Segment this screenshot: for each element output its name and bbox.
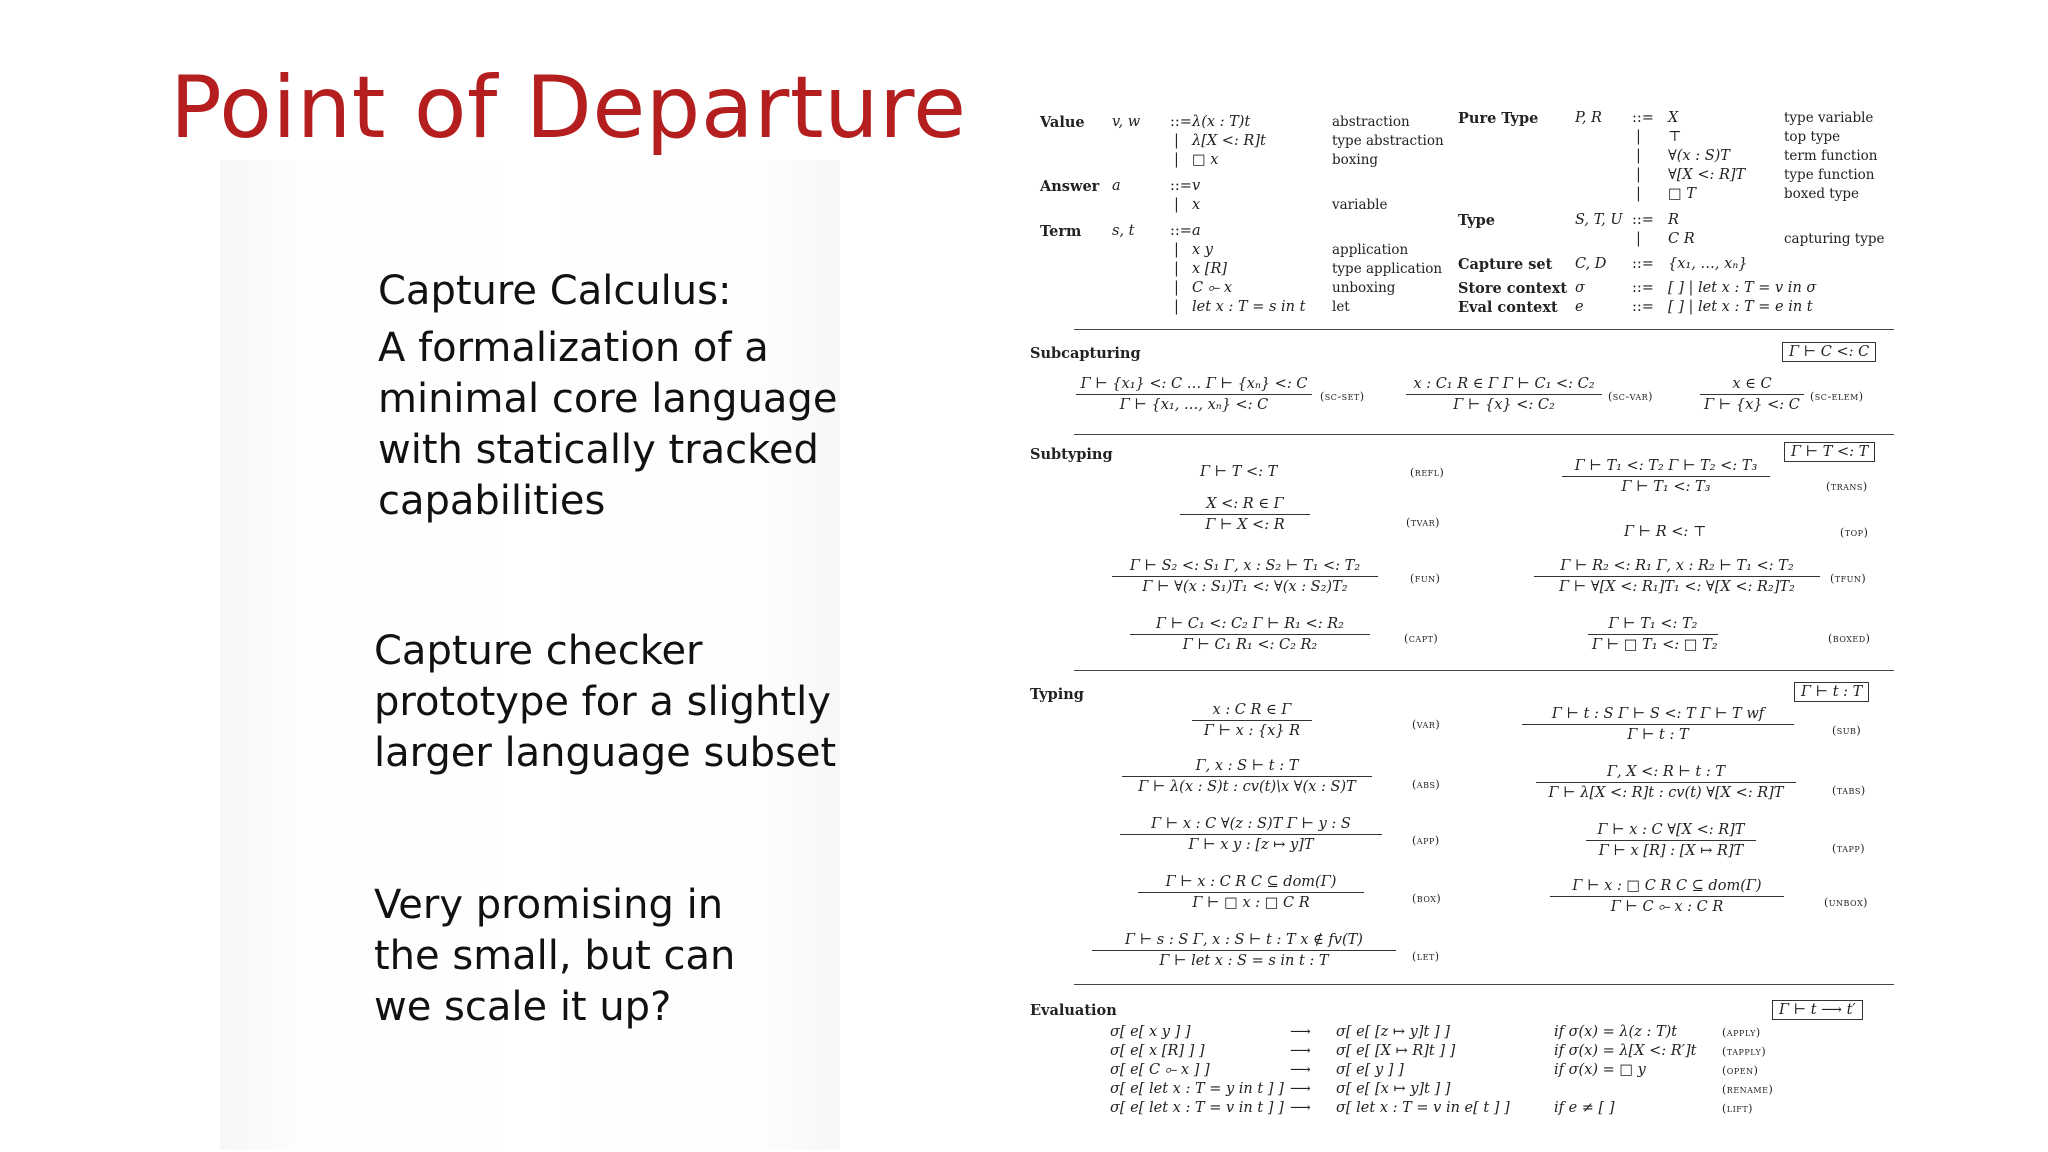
bullet-capture-checker bbox=[374, 626, 836, 779]
rule-trans bbox=[1562, 458, 1770, 495]
syntax-sym: | bbox=[1174, 280, 1179, 296]
eval-lhs: σ[ e[ let x : T = y in t ] ] bbox=[1110, 1081, 1284, 1097]
syntax-form: let x : T = s in t bbox=[1192, 299, 1306, 315]
rule-premise: Γ, X <: R ⊢ t : T bbox=[1606, 764, 1726, 780]
rule-premise: Γ ⊢ x : C R C ⊆ dom(Γ) bbox=[1165, 874, 1337, 890]
syntax-form: [ ] | let x : T = v in σ bbox=[1668, 280, 1817, 296]
rule-name: (rename) bbox=[1722, 1083, 1774, 1096]
syntax-meta: s, t bbox=[1112, 223, 1135, 239]
rule-tapp bbox=[1586, 822, 1756, 859]
syntax-meta: e bbox=[1575, 299, 1584, 315]
evaluation-label: Evaluation bbox=[1030, 1002, 1117, 1019]
rule-name: (box) bbox=[1412, 892, 1442, 905]
rule-conclusion: Γ ⊢ t : T bbox=[1627, 727, 1689, 743]
syntax-sym: | bbox=[1174, 261, 1179, 277]
rule-tfun bbox=[1534, 558, 1820, 595]
rule-name: (tfun) bbox=[1830, 572, 1867, 585]
syntax-desc: boxed type bbox=[1784, 186, 1859, 202]
syntax-sym: | bbox=[1636, 167, 1641, 183]
eval-cond: if σ(x) = λ[X <: R′]t bbox=[1554, 1043, 1697, 1059]
syntax-desc: boxing bbox=[1332, 152, 1379, 168]
syntax-sym: | bbox=[1636, 186, 1641, 202]
subtyping-judgment: Γ ⊢ T <: T bbox=[1784, 442, 1875, 462]
subcapturing-label: Subcapturing bbox=[1030, 345, 1141, 362]
subtyping-label: Subtyping bbox=[1030, 446, 1113, 463]
eval-lhs: σ[ e[ x [R] ] ] bbox=[1110, 1043, 1205, 1059]
rule-name: (sub) bbox=[1832, 724, 1862, 737]
eval-lhs: σ[ e[ C ⟜ x ] ] bbox=[1110, 1062, 1210, 1078]
syntax-desc: unboxing bbox=[1332, 280, 1396, 296]
rule-sc-set bbox=[1076, 376, 1312, 413]
syntax-desc: term function bbox=[1784, 148, 1878, 164]
typing-label: Typing bbox=[1030, 686, 1084, 703]
syntax-sym: | bbox=[1636, 231, 1641, 247]
rule-name: (unbox) bbox=[1824, 896, 1868, 909]
rule-name: (apply) bbox=[1722, 1026, 1761, 1039]
syntax-form: □ x bbox=[1192, 152, 1219, 168]
section-divider bbox=[1074, 434, 1894, 435]
syntax-desc: type function bbox=[1784, 167, 1875, 183]
syntax-form: ∀(x : S)T bbox=[1668, 148, 1730, 164]
syntax-meta: σ bbox=[1575, 280, 1585, 296]
rule-premise: x : C R ∈ Γ bbox=[1212, 702, 1292, 718]
syntax-sym: ::= bbox=[1632, 299, 1654, 315]
syntax-desc: abstraction bbox=[1332, 114, 1410, 130]
rule-premise: Γ, x : S ⊢ t : T bbox=[1195, 758, 1299, 774]
syntax-form: □ T bbox=[1668, 186, 1696, 202]
rule-conclusion: Γ ⊢ let x : S = s in t : T bbox=[1159, 953, 1329, 969]
rule-premise: X <: R ∈ Γ bbox=[1206, 496, 1284, 512]
rule-premise: Γ ⊢ R₂ <: R₁ Γ, x : R₂ ⊢ T₁ <: T₂ bbox=[1560, 558, 1794, 574]
rule-premise: Γ ⊢ T₁ <: T₂ Γ ⊢ T₂ <: T₃ bbox=[1574, 458, 1758, 474]
eval-arrow: ⟶ bbox=[1290, 1081, 1311, 1097]
syntax-meta: P, R bbox=[1575, 110, 1602, 126]
syntax-form: λ(x : T)t bbox=[1192, 114, 1251, 130]
rule-conclusion: Γ ⊢ ∀[X <: R₁]T₁ <: ∀[X <: R₂]T₂ bbox=[1559, 579, 1795, 595]
rule-conclusion: Γ ⊢ X <: R bbox=[1205, 517, 1285, 533]
rule-name: (refl) bbox=[1410, 466, 1445, 479]
eval-rhs: σ[ let x : T = v in e[ t ] ] bbox=[1336, 1100, 1510, 1116]
syntax-desc: application bbox=[1332, 242, 1409, 258]
bullet-line: Very promising in bbox=[374, 882, 724, 928]
syntax-form: C R bbox=[1668, 231, 1695, 247]
syntax-sym: ::= bbox=[1170, 178, 1192, 194]
rule-name: (top) bbox=[1840, 526, 1869, 539]
rule-let bbox=[1092, 932, 1396, 969]
eval-lhs: σ[ e[ let x : T = v in t ] ] bbox=[1110, 1100, 1284, 1116]
slide-title: Point of Departure bbox=[170, 58, 967, 158]
syntax-form: R bbox=[1668, 212, 1679, 228]
rule-abs bbox=[1122, 758, 1372, 795]
syntax-desc: variable bbox=[1332, 197, 1388, 213]
bullet-line: capabilities bbox=[378, 478, 606, 524]
rule-conclusion: Γ ⊢ x [R] : [X ↦ R]T bbox=[1598, 843, 1744, 859]
rule-capt bbox=[1130, 616, 1370, 653]
rule-box bbox=[1138, 874, 1364, 911]
eval-rhs: σ[ e[ y ] ] bbox=[1336, 1062, 1404, 1078]
rule-premise: Γ ⊢ x : C ∀[X <: R]T bbox=[1597, 822, 1745, 838]
syntax-meta: S, T, U bbox=[1575, 212, 1623, 228]
rule-premise: Γ ⊢ {x₁} <: C … Γ ⊢ {xₙ} <: C bbox=[1080, 376, 1308, 392]
syntax-form: x bbox=[1192, 197, 1201, 213]
typing-judgment: Γ ⊢ t : T bbox=[1794, 682, 1869, 702]
syntax-sym: ::= bbox=[1632, 280, 1654, 296]
rule-name: (tapp) bbox=[1832, 842, 1866, 855]
bullet-line: Capture checker bbox=[374, 628, 703, 674]
syntax-sym: ::= bbox=[1170, 223, 1192, 239]
rule-name: (trans) bbox=[1826, 480, 1868, 493]
eval-cond: if σ(x) = □ y bbox=[1554, 1062, 1646, 1078]
rule-premise: Γ ⊢ t : S Γ ⊢ S <: T Γ ⊢ T wf bbox=[1551, 706, 1765, 722]
syntax-desc: let bbox=[1332, 299, 1350, 315]
rule-conclusion: Γ ⊢ T₁ <: T₃ bbox=[1621, 479, 1711, 495]
rule-tvar bbox=[1180, 496, 1310, 533]
rule-name: (capt) bbox=[1404, 632, 1439, 645]
rule-premise: x ∈ C bbox=[1732, 376, 1772, 392]
subcapturing-judgment: Γ ⊢ C <: C bbox=[1782, 342, 1876, 362]
rule-unbox bbox=[1550, 878, 1784, 915]
bullet-line: A formalization of a bbox=[378, 325, 769, 371]
evaluation-judgment: Γ ⊢ t ⟶ t′ bbox=[1772, 1000, 1863, 1020]
eval-lhs: σ[ e[ x y ] ] bbox=[1110, 1024, 1191, 1040]
syntax-form: C ⟜ x bbox=[1192, 280, 1233, 296]
rule-premise: Γ ⊢ x : □ C R C ⊆ dom(Γ) bbox=[1572, 878, 1762, 894]
syntax-form: ∀[X <: R]T bbox=[1668, 167, 1746, 183]
rule-premise: Γ ⊢ x : C ∀(z : S)T Γ ⊢ y : S bbox=[1151, 816, 1351, 832]
rule-boxed bbox=[1588, 616, 1718, 653]
syntax-term-label: Term bbox=[1040, 223, 1082, 240]
syntax-form: x [R] bbox=[1192, 261, 1228, 277]
rule-name: (tabs) bbox=[1832, 784, 1866, 797]
syntax-form: ⊤ bbox=[1668, 129, 1682, 145]
syntax-puretype-label: Pure Type bbox=[1458, 110, 1539, 127]
syntax-form: λ[X <: R]t bbox=[1192, 133, 1266, 149]
rule-conclusion: Γ ⊢ □ x : □ C R bbox=[1192, 895, 1310, 911]
rule-name: (tvar) bbox=[1406, 516, 1440, 529]
rule-sub bbox=[1522, 706, 1794, 743]
eval-cond: if σ(x) = λ(z : T)t bbox=[1554, 1024, 1678, 1040]
syntax-form: [ ] | let x : T = e in t bbox=[1668, 299, 1813, 315]
syntax-sym: ::= bbox=[1632, 212, 1654, 228]
bullet-line: minimal core language bbox=[378, 376, 838, 422]
syntax-sym: | bbox=[1174, 152, 1179, 168]
syntax-desc: type abstraction bbox=[1332, 133, 1444, 149]
rule-name: (sc-set) bbox=[1320, 390, 1365, 403]
rule-var bbox=[1192, 702, 1312, 739]
bullet-line: prototype for a slightly bbox=[374, 679, 831, 725]
eval-arrow: ⟶ bbox=[1290, 1043, 1311, 1059]
syntax-form: v bbox=[1192, 178, 1201, 194]
rule-fun bbox=[1112, 558, 1378, 595]
bullet-heading: Capture Calculus: bbox=[378, 268, 732, 314]
rule-sc-elem bbox=[1700, 376, 1804, 413]
rule-app bbox=[1120, 816, 1382, 853]
rule-name: (boxed) bbox=[1828, 632, 1871, 645]
rule-sc-var bbox=[1406, 376, 1602, 413]
syntax-meta: v, w bbox=[1112, 114, 1141, 130]
rule-name: (sc-elem) bbox=[1810, 390, 1864, 403]
rule-top-conclusion: Γ ⊢ R <: ⊤ bbox=[1624, 524, 1707, 540]
syntax-storecontext-label: Store context bbox=[1458, 280, 1568, 297]
bullet-line: larger language subset bbox=[374, 730, 837, 776]
bullet-line: we scale it up? bbox=[374, 984, 672, 1030]
syntax-sym: | bbox=[1636, 148, 1641, 164]
eval-rhs: σ[ e[ [z ↦ y]t ] ] bbox=[1336, 1024, 1450, 1040]
syntax-form: {x₁, …, xₙ} bbox=[1668, 256, 1748, 272]
eval-arrow: ⟶ bbox=[1290, 1100, 1311, 1116]
rule-conclusion: Γ ⊢ C₁ R₁ <: C₂ R₂ bbox=[1182, 637, 1318, 653]
capture-calculus-figure bbox=[1020, 96, 1900, 1136]
eval-cond: if e ≠ [ ] bbox=[1554, 1100, 1615, 1116]
rule-conclusion: Γ ⊢ x y : [z ↦ y]T bbox=[1188, 837, 1314, 853]
rule-name: (abs) bbox=[1412, 778, 1441, 791]
rule-conclusion: Γ ⊢ λ[X <: R]t : cv(t) ∀[X <: R]T bbox=[1548, 785, 1784, 801]
eval-rhs: σ[ e[ [x ↦ y]t ] ] bbox=[1336, 1081, 1451, 1097]
bullet-scale-question bbox=[374, 880, 735, 1033]
rule-name: (let) bbox=[1412, 950, 1440, 963]
rule-conclusion: Γ ⊢ {x} <: C₂ bbox=[1453, 397, 1555, 413]
bullet-capture-calculus bbox=[378, 266, 837, 527]
syntax-meta: C, D bbox=[1575, 256, 1607, 272]
section-divider bbox=[1074, 984, 1894, 985]
syntax-form: a bbox=[1192, 223, 1201, 239]
rule-premise: Γ ⊢ S₂ <: S₁ Γ, x : S₂ ⊢ T₁ <: T₂ bbox=[1129, 558, 1361, 574]
syntax-desc: capturing type bbox=[1784, 231, 1885, 247]
bullet-line: with statically tracked bbox=[378, 427, 819, 473]
rule-name: (var) bbox=[1412, 718, 1441, 731]
rule-conclusion: Γ ⊢ C ⟜ x : C R bbox=[1610, 899, 1724, 915]
syntax-desc: type variable bbox=[1784, 110, 1874, 126]
rule-premise: Γ ⊢ s : S Γ, x : S ⊢ t : T x ∉ fv(T) bbox=[1125, 932, 1363, 948]
syntax-desc: type application bbox=[1332, 261, 1443, 277]
rule-tabs bbox=[1536, 764, 1796, 801]
syntax-sym: | bbox=[1174, 242, 1179, 258]
syntax-sym: | bbox=[1174, 197, 1179, 213]
syntax-sym: | bbox=[1174, 133, 1179, 149]
syntax-value-label: Value bbox=[1040, 114, 1085, 131]
section-divider bbox=[1074, 670, 1894, 671]
syntax-sym: ::= bbox=[1170, 114, 1192, 130]
rule-name: (lift) bbox=[1722, 1102, 1753, 1115]
rule-name: (sc-var) bbox=[1608, 390, 1653, 403]
rule-conclusion: Γ ⊢ □ T₁ <: □ T₂ bbox=[1592, 637, 1718, 653]
rule-conclusion: Γ ⊢ {x} <: C bbox=[1704, 397, 1800, 413]
syntax-form: x y bbox=[1192, 242, 1213, 258]
syntax-sym: ::= bbox=[1632, 256, 1654, 272]
syntax-sym: ::= bbox=[1632, 110, 1654, 126]
syntax-sym: | bbox=[1636, 129, 1641, 145]
rule-name: (open) bbox=[1722, 1064, 1759, 1077]
syntax-answer-label: Answer bbox=[1040, 178, 1100, 195]
syntax-form: X bbox=[1668, 110, 1679, 126]
section-divider bbox=[1074, 329, 1894, 330]
rule-conclusion: Γ ⊢ {x₁, …, xₙ} <: C bbox=[1119, 397, 1269, 413]
rule-premise: Γ ⊢ C₁ <: C₂ Γ ⊢ R₁ <: R₂ bbox=[1156, 616, 1344, 632]
rule-conclusion: Γ ⊢ ∀(x : S₁)T₁ <: ∀(x : S₂)T₂ bbox=[1142, 579, 1348, 595]
rule-refl-conclusion: Γ ⊢ T <: T bbox=[1200, 464, 1278, 480]
rule-conclusion: Γ ⊢ λ(x : S)t : cv(t)\x ∀(x : S)T bbox=[1138, 779, 1356, 795]
syntax-sym: | bbox=[1174, 299, 1179, 315]
bullet-line: the small, but can bbox=[374, 933, 736, 979]
rule-conclusion: Γ ⊢ x : {x} R bbox=[1203, 723, 1301, 739]
syntax-evalcontext-label: Eval context bbox=[1458, 299, 1558, 316]
rule-name: (app) bbox=[1412, 834, 1440, 847]
syntax-type-label: Type bbox=[1458, 212, 1495, 229]
rule-name: (tapply) bbox=[1722, 1045, 1767, 1058]
rule-premise: Γ ⊢ T₁ <: T₂ bbox=[1608, 616, 1698, 632]
eval-arrow: ⟶ bbox=[1290, 1024, 1311, 1040]
eval-rhs: σ[ e[ [X ↦ R]t ] ] bbox=[1336, 1043, 1456, 1059]
syntax-desc: top type bbox=[1784, 129, 1841, 145]
rule-name: (fun) bbox=[1410, 572, 1441, 585]
eval-arrow: ⟶ bbox=[1290, 1062, 1311, 1078]
rule-premise: x : C₁ R ∈ Γ Γ ⊢ C₁ <: C₂ bbox=[1413, 376, 1595, 392]
syntax-meta: a bbox=[1112, 178, 1121, 194]
syntax-captureset-label: Capture set bbox=[1458, 256, 1553, 273]
